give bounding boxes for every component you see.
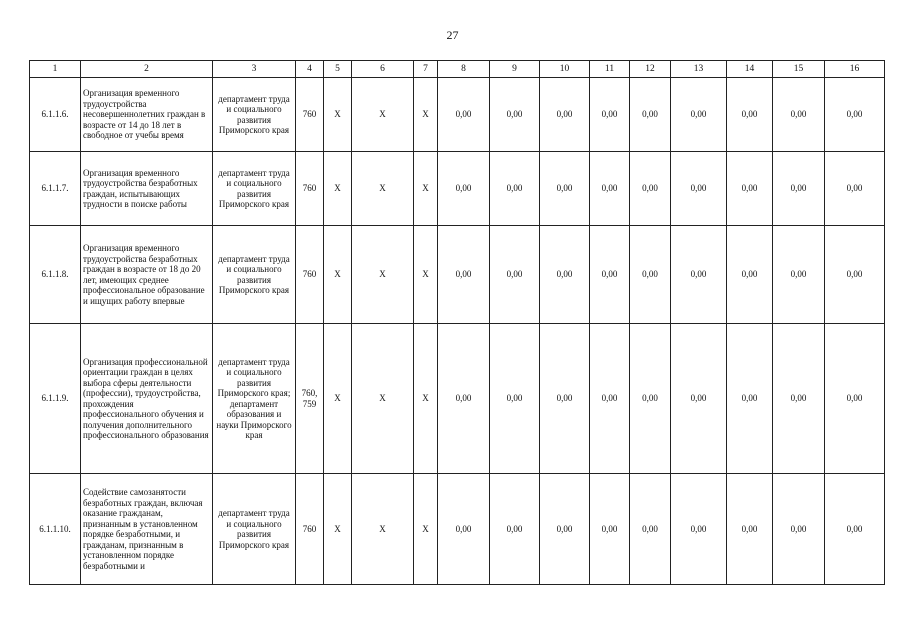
value-cell: 0,00 xyxy=(438,78,490,152)
cell-x: X xyxy=(324,78,352,152)
value-cell: 0,00 xyxy=(490,152,540,226)
value-cell: 0,00 xyxy=(590,226,630,324)
value-cell: 0,00 xyxy=(630,152,671,226)
measure-name: Организация временного трудоустройства несовершеннолетних граждан в возрасте от 14 до 18 лет в свободное от учебы время xyxy=(81,78,213,152)
column-header: 5 xyxy=(324,61,352,78)
budget-code: 760 xyxy=(296,474,324,585)
column-header: 3 xyxy=(213,61,296,78)
row-number: 6.1.1.6. xyxy=(30,78,81,152)
value-cell: 0,00 xyxy=(825,152,885,226)
value-cell: 0,00 xyxy=(438,324,490,474)
cell-x: X xyxy=(414,226,438,324)
value-cell: 0,00 xyxy=(773,152,825,226)
column-header: 2 xyxy=(81,61,213,78)
measure-name: Организация профессиональной ориентации граждан в целях выбора сферы деятельности (профессии), трудоустройства, прохождения профессионального обучения и получения дополнительного профессионального образования xyxy=(81,324,213,474)
value-cell: 0,00 xyxy=(825,226,885,324)
column-header: 4 xyxy=(296,61,324,78)
header-row xyxy=(30,61,885,78)
budget-table xyxy=(29,60,885,585)
executor: департамент труда и социального развития Приморского края xyxy=(213,474,296,585)
row-number: 6.1.1.9. xyxy=(30,324,81,474)
cell-x: X xyxy=(414,324,438,474)
column-header: 16 xyxy=(825,61,885,78)
cell-x: X xyxy=(352,226,414,324)
cell-x: X xyxy=(324,226,352,324)
column-header: 13 xyxy=(671,61,727,78)
value-cell: 0,00 xyxy=(630,226,671,324)
cell-x: X xyxy=(324,324,352,474)
cell-x: X xyxy=(352,324,414,474)
measure-name: Организация временного трудоустройства безработных граждан, испытывающих трудности в поиске работы xyxy=(81,152,213,226)
value-cell: 0,00 xyxy=(773,474,825,585)
value-cell: 0,00 xyxy=(727,474,773,585)
row-number: 6.1.1.8. xyxy=(30,226,81,324)
cell-x: X xyxy=(352,78,414,152)
cell-x: X xyxy=(414,152,438,226)
cell-x: X xyxy=(352,474,414,585)
cell-x: X xyxy=(324,152,352,226)
table-row xyxy=(30,152,885,226)
value-cell: 0,00 xyxy=(540,324,590,474)
value-cell: 0,00 xyxy=(540,474,590,585)
table-row xyxy=(30,474,885,585)
row-number: 6.1.1.10. xyxy=(30,474,81,585)
column-header: 12 xyxy=(630,61,671,78)
value-cell: 0,00 xyxy=(630,474,671,585)
value-cell: 0,00 xyxy=(671,226,727,324)
value-cell: 0,00 xyxy=(773,78,825,152)
value-cell: 0,00 xyxy=(671,324,727,474)
value-cell: 0,00 xyxy=(727,152,773,226)
executor: департамент труда и социального развития Приморского края xyxy=(213,78,296,152)
budget-code: 760 xyxy=(296,78,324,152)
cell-x: X xyxy=(324,474,352,585)
value-cell: 0,00 xyxy=(825,324,885,474)
budget-code: 760, 759 xyxy=(296,324,324,474)
value-cell: 0,00 xyxy=(630,324,671,474)
value-cell: 0,00 xyxy=(590,78,630,152)
value-cell: 0,00 xyxy=(727,78,773,152)
cell-x: X xyxy=(414,474,438,585)
table-row xyxy=(30,78,885,152)
executor: департамент труда и социального развития Приморского края xyxy=(213,226,296,324)
table-row xyxy=(30,324,885,474)
cell-x: X xyxy=(414,78,438,152)
column-header: 9 xyxy=(490,61,540,78)
value-cell: 0,00 xyxy=(490,474,540,585)
value-cell: 0,00 xyxy=(671,474,727,585)
column-header: 14 xyxy=(727,61,773,78)
value-cell: 0,00 xyxy=(825,78,885,152)
value-cell: 0,00 xyxy=(825,474,885,585)
value-cell: 0,00 xyxy=(727,324,773,474)
row-number: 6.1.1.7. xyxy=(30,152,81,226)
value-cell: 0,00 xyxy=(671,78,727,152)
column-header: 11 xyxy=(590,61,630,78)
value-cell: 0,00 xyxy=(590,152,630,226)
column-header: 10 xyxy=(540,61,590,78)
measure-name: Организация временного трудоустройства безработных граждан в возрасте от 18 до 20 лет, имеющих среднее профессиональное образование и ищущих работу впервые xyxy=(81,226,213,324)
column-header: 6 xyxy=(352,61,414,78)
measure-name: Содействие самозанятости безработных граждан, включая оказание гражданам, признанным в установленном порядке безработными, и гражданам, признанным в установленном порядке безработными и xyxy=(81,474,213,585)
cell-x: X xyxy=(352,152,414,226)
value-cell: 0,00 xyxy=(490,226,540,324)
value-cell: 0,00 xyxy=(773,324,825,474)
executor: департамент труда и социального развития Приморского края; департамент образования и науки Приморского края xyxy=(213,324,296,474)
value-cell: 0,00 xyxy=(590,324,630,474)
budget-code: 760 xyxy=(296,152,324,226)
executor: департамент труда и социального развития Приморского края xyxy=(213,152,296,226)
value-cell: 0,00 xyxy=(590,474,630,585)
column-header: 8 xyxy=(438,61,490,78)
value-cell: 0,00 xyxy=(438,226,490,324)
value-cell: 0,00 xyxy=(540,226,590,324)
value-cell: 0,00 xyxy=(490,324,540,474)
column-header: 15 xyxy=(773,61,825,78)
column-header: 1 xyxy=(30,61,81,78)
value-cell: 0,00 xyxy=(540,152,590,226)
value-cell: 0,00 xyxy=(671,152,727,226)
value-cell: 0,00 xyxy=(630,78,671,152)
value-cell: 0,00 xyxy=(540,78,590,152)
column-header: 7 xyxy=(414,61,438,78)
value-cell: 0,00 xyxy=(438,474,490,585)
budget-code: 760 xyxy=(296,226,324,324)
table-row xyxy=(30,226,885,324)
value-cell: 0,00 xyxy=(490,78,540,152)
value-cell: 0,00 xyxy=(773,226,825,324)
page-number: 27 xyxy=(446,28,459,42)
value-cell: 0,00 xyxy=(727,226,773,324)
value-cell: 0,00 xyxy=(438,152,490,226)
